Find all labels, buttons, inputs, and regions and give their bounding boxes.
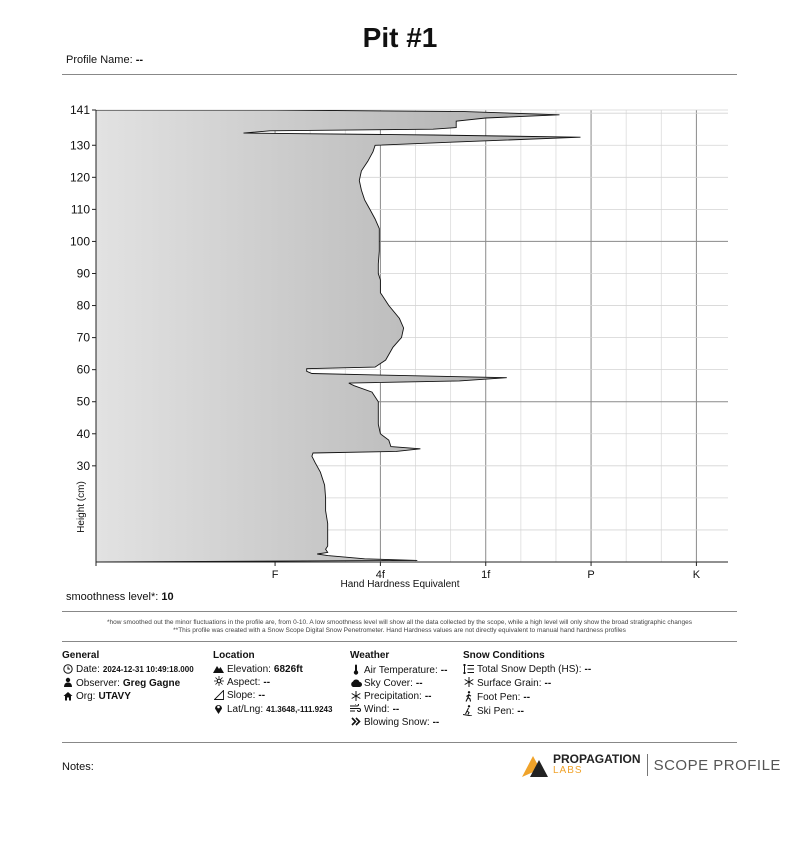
- notes-label: Notes:: [62, 761, 94, 773]
- latlng-row: [213, 703, 332, 718]
- slope-label: Slope:: [227, 690, 256, 701]
- blowing-snow-row: [350, 717, 447, 730]
- general-heading: General: [62, 650, 100, 661]
- y-tick-label: 90: [76, 266, 90, 281]
- org-row: [62, 691, 194, 705]
- aspect-label: Aspect:: [227, 676, 261, 688]
- compass-icon: [213, 676, 224, 690]
- y-tick-label: 110: [70, 202, 90, 217]
- x-tick-label: 4f: [375, 569, 385, 581]
- precipitation-label: Precipitation:: [364, 691, 422, 702]
- foot-pen-label: Foot Pen:: [477, 691, 521, 703]
- blowing-snow-value: --: [432, 716, 440, 728]
- footnote-smoothness: *how smoothed out the minor fluctuations in the profile are, from 0-10. A low smoothness level will show all the data collected by the scope, while a high level will only show the broad stratigraphic changes: [107, 619, 692, 626]
- air-temp-value: --: [440, 664, 448, 676]
- thermometer-icon: [350, 664, 361, 679]
- slope-row: [213, 690, 332, 704]
- snow-conditions-section: [463, 650, 591, 720]
- pin-icon: [213, 703, 224, 718]
- latlng-label: Lat/Lng:: [227, 704, 264, 715]
- observer-label: Observer:: [76, 677, 120, 689]
- surface-grain-label: Surface Grain:: [477, 677, 542, 689]
- y-tick-labels: [70, 103, 90, 473]
- precipitation-value: --: [424, 691, 432, 702]
- precipitation-row: [350, 691, 447, 705]
- aspect-value: --: [263, 676, 271, 688]
- hiker-icon: [463, 691, 474, 706]
- y-tick-label: 80: [76, 298, 90, 313]
- clock-icon: [62, 664, 73, 678]
- snowflake-icon: [463, 677, 474, 691]
- smoothness-value: 10: [161, 591, 174, 603]
- x-tick-label: K: [692, 569, 701, 581]
- sky-cover-label: Sky Cover:: [364, 678, 413, 689]
- surface-grain-row: [463, 677, 591, 691]
- general-section: [62, 650, 194, 704]
- cloud-icon: [350, 678, 361, 691]
- x-tick-label: P: [587, 569, 595, 581]
- divider: [62, 611, 737, 612]
- skier-icon: [463, 705, 474, 720]
- sky-cover-row: [350, 678, 447, 691]
- wind-label: Wind:: [364, 704, 390, 715]
- ski-pen-label: Ski Pen:: [477, 706, 515, 717]
- snow-depth-value: --: [584, 664, 592, 675]
- aspect-row: [213, 676, 332, 690]
- y-tick-label: 70: [76, 330, 90, 345]
- profile-name: [66, 54, 143, 66]
- x-tick-label: F: [271, 569, 279, 581]
- slope-value: --: [258, 690, 266, 701]
- mountain-icon: [213, 664, 224, 677]
- weather-section: [350, 650, 447, 729]
- propagation-labs-logo: [520, 750, 781, 780]
- smoothness-level: [66, 591, 174, 603]
- date-row: [62, 664, 194, 678]
- chevrons-icon: [350, 717, 361, 730]
- page-title: Pit #1: [362, 22, 438, 53]
- snow-conditions-heading: Snow Conditions: [463, 650, 545, 661]
- location-section: [213, 650, 332, 718]
- org-value: UTAVY: [98, 691, 131, 702]
- snow-depth-row: [463, 664, 591, 678]
- elevation-row: [213, 664, 332, 677]
- person-icon: [62, 677, 73, 691]
- hardness-chart: [0, 90, 800, 590]
- y-tick-label: 60: [76, 362, 90, 377]
- divider: [62, 742, 737, 743]
- wind-icon: [350, 704, 361, 717]
- ski-pen-row: [463, 705, 591, 720]
- profile-name-label: Profile Name:: [66, 54, 133, 66]
- wind-row: [350, 704, 447, 717]
- org-label: Org:: [76, 691, 96, 702]
- x-axis-label: Hand Hardness Equivalent: [340, 579, 460, 590]
- x-tick-labels: [272, 569, 701, 581]
- y-tick-label: 120: [69, 170, 90, 185]
- foot-pen-row: [463, 691, 591, 706]
- logo-separator: [647, 754, 648, 776]
- smoothness-label: smoothness level*:: [66, 591, 159, 603]
- date-value: 2024-12-31 10:49:18.000: [102, 665, 194, 674]
- logo-product: SCOPE PROFILE: [653, 756, 781, 774]
- ruler-icon: [463, 664, 474, 678]
- foot-pen-value: --: [523, 691, 531, 703]
- observer-row: [62, 677, 194, 691]
- y-tick-label: 130: [69, 138, 90, 153]
- latlng-value: 41.3648,-111.9243: [266, 705, 333, 714]
- observer-value: Greg Gagne: [122, 677, 181, 689]
- surface-grain-value: --: [544, 677, 552, 689]
- footnote-scope: **This profile was created with a Snow Scope Digital Snow Penetrometer. Hand Hardness values are not directly equivalent to manual hand hardness profiles: [173, 627, 626, 634]
- y-tick-label: 30: [76, 458, 90, 473]
- y-tick-label: 141: [69, 103, 90, 117]
- divider: [62, 641, 737, 642]
- home-icon: [62, 691, 73, 705]
- elevation-label: Elevation:: [227, 663, 271, 675]
- logo-mark-icon: [520, 752, 550, 778]
- air-temp-label: Air Temperature:: [364, 664, 438, 676]
- y-tick-label: 100: [69, 234, 90, 249]
- profile-name-value: --: [135, 54, 144, 66]
- sky-cover-value: --: [415, 678, 423, 689]
- slope-icon: [213, 690, 224, 704]
- date-label: Date:: [76, 664, 100, 675]
- snow-depth-label: Total Snow Depth (HS):: [477, 664, 582, 675]
- ski-pen-value: --: [517, 706, 524, 717]
- y-tick-label: 40: [76, 426, 90, 441]
- y-axis-label: Height (cm): [76, 481, 87, 533]
- elevation-value: 6826ft: [273, 663, 303, 675]
- logo-line2: LABS: [553, 765, 583, 776]
- x-tick-label: 1f: [481, 569, 491, 581]
- weather-heading: Weather: [350, 650, 390, 661]
- hardness-profile-area: [96, 110, 581, 562]
- wind-value: --: [392, 704, 400, 715]
- location-heading: Location: [213, 650, 255, 661]
- logo-line1: PROPAGATION: [553, 752, 641, 766]
- divider: [62, 74, 737, 75]
- blowing-snow-label: Blowing Snow:: [364, 716, 430, 728]
- snowflake-icon: [350, 691, 361, 705]
- y-tick-label: 50: [76, 394, 90, 409]
- air-temp-row: [350, 664, 447, 679]
